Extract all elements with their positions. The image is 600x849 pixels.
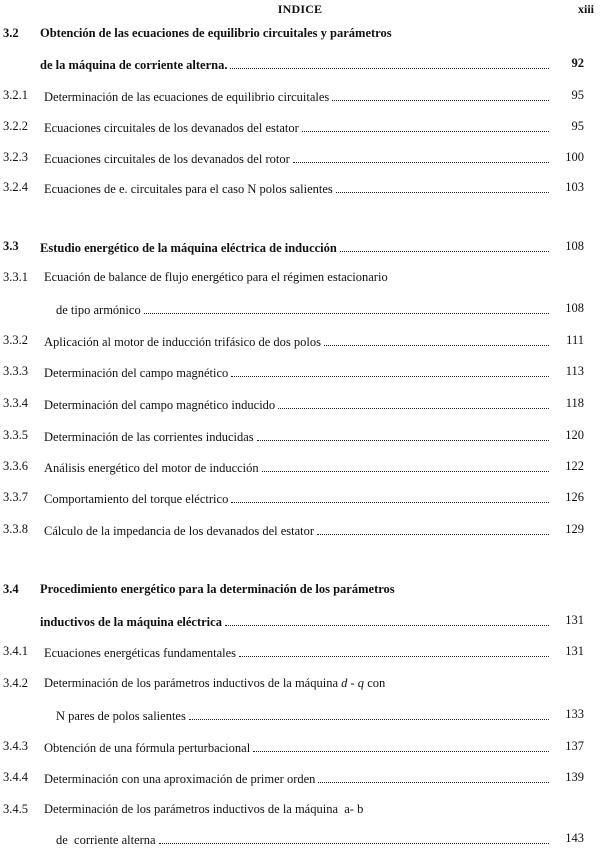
toc-number: 3.4.1: [3, 644, 28, 658]
toc-title: N pares de polos salientes: [56, 709, 186, 723]
toc-page-number: 108: [565, 239, 584, 253]
toc-number: 3.2: [3, 26, 19, 40]
toc-title: de la máquina de corriente alterna.: [40, 58, 228, 72]
toc-page-number: 139: [565, 770, 584, 784]
toc-page-number: 126: [565, 490, 584, 504]
toc-line-3-3-3: [0, 362, 592, 380]
leader-dots: [317, 520, 549, 535]
toc-page-number: 100: [565, 150, 584, 164]
toc-line-3-4-4: [0, 768, 592, 786]
toc-page-number: 111: [566, 333, 584, 347]
toc-line-3-4-5: [0, 800, 592, 818]
toc-line-3-2-1: [0, 86, 592, 104]
toc-title-tail: con: [367, 676, 386, 690]
toc-number: 3.3.7: [3, 490, 28, 504]
toc-page-number: 103: [565, 180, 584, 194]
leader-dots: [257, 426, 549, 441]
toc-line-3-3: [0, 237, 592, 255]
toc-page-number: 120: [565, 428, 584, 442]
toc-number: 3.3.4: [3, 396, 28, 410]
toc-page-number: 122: [565, 459, 584, 473]
toc-number: 3.4: [3, 582, 19, 596]
toc-page-number: 118: [565, 396, 584, 410]
leader-dots: [144, 299, 549, 314]
toc-line-3-4: [0, 580, 592, 598]
leader-dots: [332, 86, 549, 101]
leader-dots: [324, 331, 549, 346]
toc-title: de corriente alterna: [56, 833, 156, 847]
toc-line-3-4-1: [0, 642, 592, 660]
toc-number: 3.4.5: [3, 802, 28, 816]
leader-dots: [230, 54, 549, 69]
toc-number: 3.2.2: [3, 119, 28, 133]
toc-title: Obtención de las ecuaciones de equilibrio circuitales y parámetros: [40, 26, 392, 40]
leader-dots: [262, 457, 549, 472]
toc-number: 3.2.3: [3, 150, 28, 164]
toc-title: inductivos de la máquina eléctrica: [40, 615, 222, 629]
toc-line-3-3-1-cont: [0, 299, 592, 317]
leader-dots: [225, 611, 549, 626]
toc-page-number: 131: [565, 613, 584, 627]
toc-page-number: 95: [571, 88, 584, 102]
toc-line-3-2-4: [0, 178, 592, 196]
leader-dots: [239, 642, 549, 657]
toc-page-number: 113: [565, 364, 584, 378]
toc-number: 3.4.2: [3, 676, 28, 690]
toc-title: Comportamiento del torque eléctrico: [44, 492, 229, 506]
toc-title: Procedimiento energético para la determinación de los parámetros: [40, 582, 395, 596]
toc-title: Ecuaciones circuitales de los devanados del estator: [44, 121, 299, 135]
toc-line-3-2: [0, 24, 592, 42]
toc-number: 3.3.5: [3, 428, 28, 442]
toc-title: Determinación de las corrientes inducidas: [44, 430, 254, 444]
leader-dots: [231, 488, 549, 503]
toc-number: 3.3: [3, 239, 19, 253]
toc-line-3-3-6: [0, 457, 592, 475]
toc-page-number: 92: [571, 56, 584, 70]
toc-title: Ecuaciones energéticas fundamentales: [44, 646, 237, 660]
leader-dots: [302, 117, 549, 132]
toc-line-3-4-5-cont: [0, 829, 592, 847]
toc-title-math: d - q: [341, 676, 365, 690]
toc-line-3-3-5: [0, 426, 592, 444]
toc-page-number: 143: [565, 831, 584, 845]
toc-line-3-3-2: [0, 331, 592, 349]
page-header-title: INDICE: [277, 2, 323, 16]
toc-number: 3.4.4: [3, 770, 28, 784]
toc-line-3-4-2-cont: [0, 705, 592, 723]
toc-line-3-4-2: [0, 674, 592, 692]
leader-dots: [293, 148, 549, 163]
toc-line-3-4-cont: [0, 611, 592, 629]
toc-title: Determinación del campo magnético inducido: [44, 398, 276, 412]
toc-title: Aplicación al motor de inducción trifásico de dos polos: [44, 335, 322, 349]
toc-line-3-4-3: [0, 737, 592, 755]
toc-number: 3.2.1: [3, 88, 28, 102]
toc-title: Análisis energético del motor de inducción: [44, 461, 259, 475]
toc-title: Cálculo de la impedancia de los devanados del estator: [44, 524, 315, 538]
leader-dots: [340, 237, 549, 252]
toc-number: 3.3.1: [3, 270, 28, 284]
page-header-number: xiii: [577, 2, 594, 16]
leader-dots: [231, 362, 549, 377]
toc-title: de tipo armónico: [56, 303, 141, 317]
leader-dots: [336, 178, 549, 193]
toc-number: 3.3.8: [3, 522, 28, 536]
toc-title: Determinación de las ecuaciones de equilibrio circuitales: [44, 90, 330, 104]
toc-page-number: 137: [565, 739, 584, 753]
toc-line-3-2-2: [0, 117, 592, 135]
toc-title: Ecuaciones circuitales de los devanados del rotor: [44, 152, 290, 166]
leader-dots: [278, 394, 549, 409]
toc-title: Obtención de una fórmula perturbacional: [44, 741, 251, 755]
toc-page-number: 108: [565, 301, 584, 315]
toc-line-3-3-8: [0, 520, 592, 538]
toc-number: 3.3.6: [3, 459, 28, 473]
leader-dots: [318, 768, 549, 783]
toc-title: Determinación de los parámetros inductivos de la máquina: [44, 676, 339, 690]
toc-number: 3.4.3: [3, 739, 28, 753]
toc-line-3-2-cont: [0, 54, 592, 72]
toc-page-number: 95: [571, 119, 584, 133]
leader-dots: [253, 737, 549, 752]
toc-number: 3.3.2: [3, 333, 28, 347]
toc-line-3-3-7: [0, 488, 592, 506]
toc-title: Ecuaciones de e. circuitales para el caso N polos salientes: [44, 182, 333, 196]
toc-number: 3.3.3: [3, 364, 28, 378]
toc-line-3-2-3: [0, 148, 592, 166]
toc-title: Determinación de los parámetros inductivos de la máquina a- b: [44, 802, 364, 816]
toc-line-3-3-1: [0, 268, 592, 286]
toc-line-3-3-4: [0, 394, 592, 412]
toc-title: Determinación con una aproximación de primer orden: [44, 772, 316, 786]
leader-dots: [189, 705, 549, 720]
toc-page-number: 133: [565, 707, 584, 721]
toc-title: Ecuación de balance de flujo energético para el régimen estacionario: [44, 270, 388, 284]
toc-page-number: 129: [565, 522, 584, 536]
leader-dots: [159, 829, 549, 844]
toc-page-number: 131: [565, 644, 584, 658]
toc-title: Determinación del campo magnético: [44, 366, 229, 380]
toc-number: 3.2.4: [3, 180, 28, 194]
toc-title: Estudio energético de la máquina eléctrica de inducción: [40, 241, 337, 255]
